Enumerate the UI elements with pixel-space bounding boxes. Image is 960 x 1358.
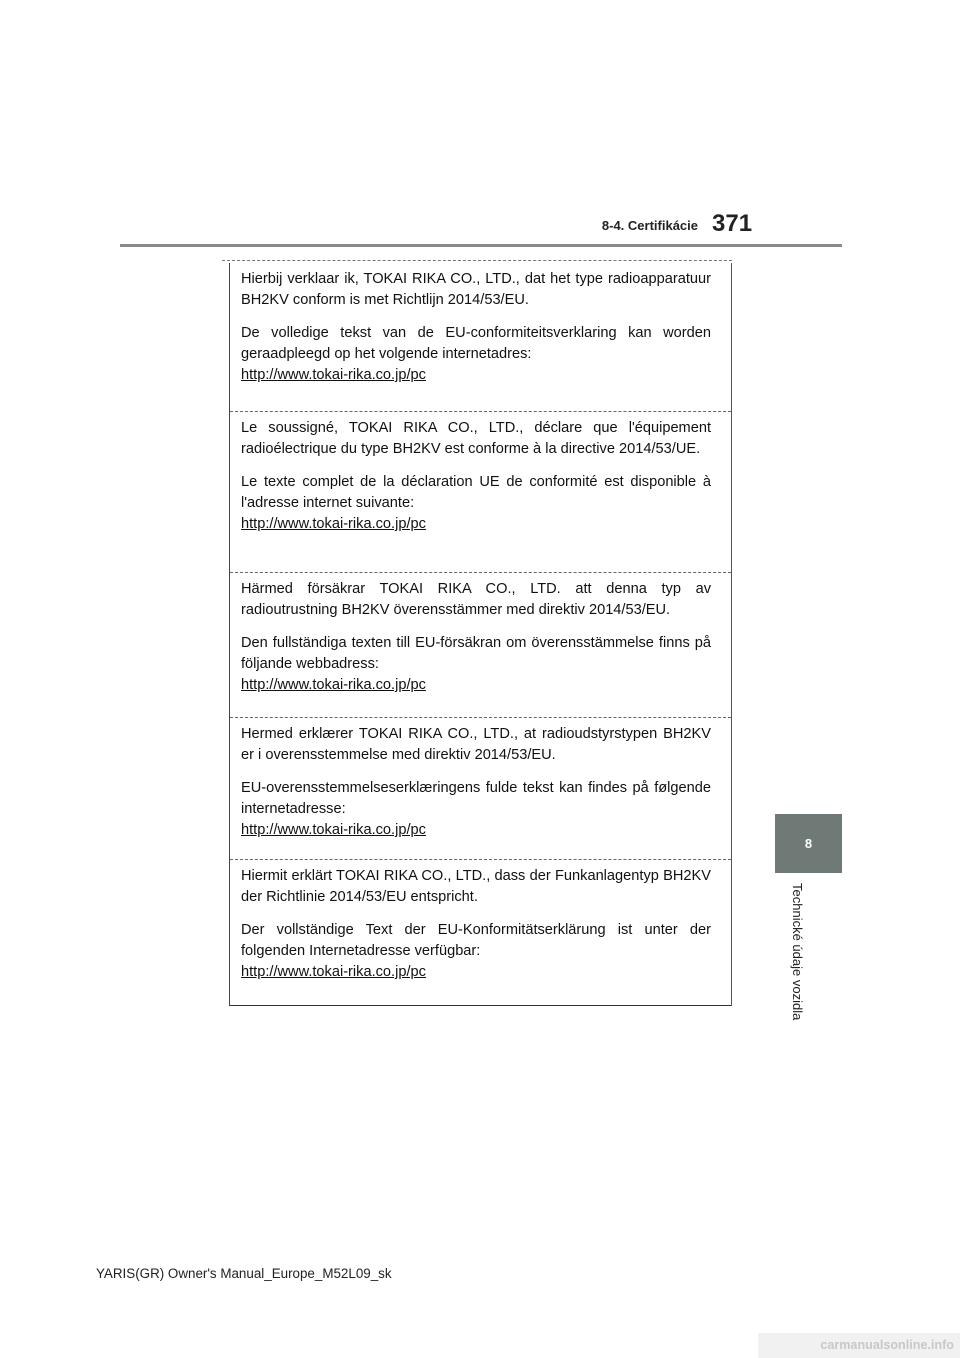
declaration-text: Hermed erklærer TOKAI RIKA CO., LTD., at radioudstyrstypen BH2KV er i overensstemmelse med direktiv 2014/53/EU. — [241, 726, 711, 763]
availability-text — [241, 472, 711, 535]
tokai-rika-link[interactable]: http://www.tokai-rika.co.jp/pc — [241, 367, 426, 383]
certification-block-dutch — [230, 263, 731, 411]
availability-sentence: De volledige tekst van de EU-conformiteitsverklaring kan worden geraadpleegd op het volgende internetadres: — [241, 325, 711, 362]
availability-sentence: Der vollständige Text der EU-Konformitätserklärung ist unter der folgenden Internetadresse verfügbar: — [241, 922, 711, 959]
manual-footer: YARIS(GR) Owner's Manual_Europe_M52L09_sk — [96, 1266, 392, 1281]
page-number: 371 — [712, 210, 753, 237]
certification-block-german — [230, 859, 731, 1005]
certification-box — [229, 263, 732, 1006]
declaration-text: Härmed försäkrar TOKAI RIKA CO., LTD. att denna typ av radioutrustning BH2KV överensstämmer med direktiv 2014/53/EU. — [241, 581, 711, 618]
declaration-text: Hiermit erklärt TOKAI RIKA CO., LTD., dass der Funkanlagentyp BH2KV der Richtlinie 2014/53/EU entspricht. — [241, 868, 711, 905]
header-divider — [120, 244, 842, 247]
chapter-title: Technické údaje vozidla — [790, 883, 805, 1021]
tokai-rika-link[interactable]: http://www.tokai-rika.co.jp/pc — [241, 822, 426, 838]
tokai-rika-link[interactable]: http://www.tokai-rika.co.jp/pc — [241, 677, 426, 693]
section-title: 8-4. Certifikácie — [601, 218, 698, 233]
availability-sentence: Le texte complet de la déclaration UE de conformité est disponible à l'adresse internet suivante: — [241, 474, 711, 511]
availability-text — [241, 920, 711, 983]
declaration-text: Hierbij verklaar ik, TOKAI RIKA CO., LTD., dat het type radioapparatuur BH2KV conform is met Richtlijn 2014/53/EU. — [241, 271, 711, 308]
chapter-number-tab: 8 — [775, 814, 842, 873]
availability-text — [241, 778, 711, 841]
availability-text — [241, 633, 711, 696]
tokai-rika-link[interactable]: http://www.tokai-rika.co.jp/pc — [241, 964, 426, 980]
certification-block-danish — [230, 717, 731, 859]
availability-text — [241, 323, 711, 386]
certification-block-french — [230, 411, 731, 572]
declaration-text: Le soussigné, TOKAI RIKA CO., LTD., déclare que l'équipement radioélectrique du type BH2KV est conforme à la directive 2014/53/UE. — [241, 420, 711, 457]
certification-block-swedish — [230, 572, 731, 717]
availability-sentence: Den fullständiga texten till EU-försäkran om överensstämmelse finns på följande webbadress: — [241, 635, 711, 672]
tokai-rika-link[interactable]: http://www.tokai-rika.co.jp/pc — [241, 516, 426, 532]
availability-sentence: EU-overensstemmelseserklæringens fulde tekst kan findes på følgende internetadresse: — [241, 780, 711, 817]
watermark: carmanualsonline.info — [758, 1333, 960, 1358]
